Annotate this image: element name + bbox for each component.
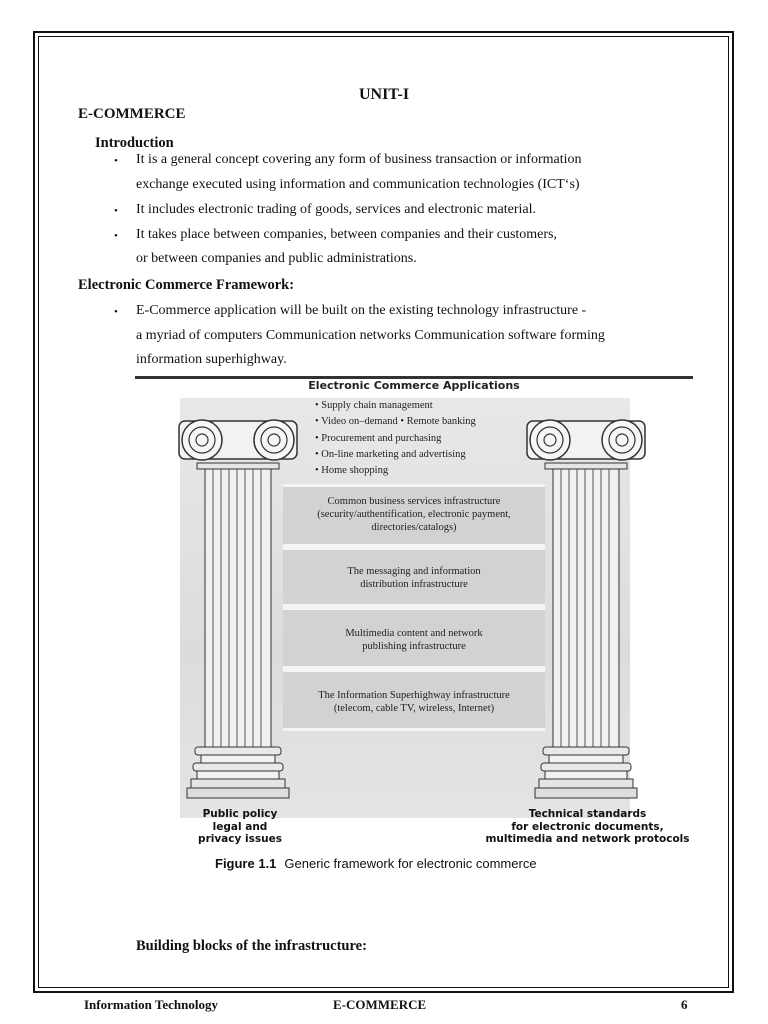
bullet-marker: •: [114, 205, 118, 217]
framework-figure: [135, 376, 695, 876]
layer-messaging-distribution: [283, 547, 545, 607]
framework-heading: Electronic Commerce Framework:: [78, 277, 295, 293]
footer-center: E-COMMERCE: [333, 997, 427, 1012]
pillar-label-line: multimedia and network protocols: [485, 833, 690, 845]
layer-line: (security/authentification, electronic payment,: [317, 509, 511, 520]
layer-information-superhighway: [283, 669, 545, 731]
list-item-line: It takes place between companies, between companies and their customers,: [136, 227, 558, 242]
pillar-label-line: Public policy: [202, 808, 278, 820]
figure-caption: [215, 856, 537, 871]
pillar-label-line: privacy issues: [198, 833, 282, 845]
layer-line: publishing infrastructure: [362, 641, 466, 652]
bullet-marker: •: [114, 230, 118, 242]
list-item-line: It includes electronic trading of goods, services and electronic material.: [136, 202, 537, 217]
list-item-line: or between companies and public administrations.: [136, 251, 417, 266]
pillar-label-line: legal and: [212, 820, 268, 833]
list-item: • Video on–demand • Remote banking: [315, 416, 476, 428]
list-item-line: exchange executed using information and communication technologies (ICT‘s): [136, 177, 580, 192]
introduction-heading: Introduction: [95, 135, 174, 151]
layer-line: (telecom, cable TV, wireless, Internet): [333, 703, 495, 714]
unit-title: UNIT-I: [358, 86, 410, 103]
bullet-marker: •: [114, 306, 118, 318]
pillar-label-line: Technical standards: [528, 808, 647, 820]
layer-line: Common business services infrastructure: [327, 496, 501, 507]
layer-line: distribution infrastructure: [360, 579, 468, 590]
layer-common-business-services: [283, 484, 545, 547]
building-blocks-heading: Building blocks of the infrastructure:: [136, 938, 367, 954]
list-item-line: a myriad of computers Communication networks Communication software forming: [136, 328, 605, 343]
list-item: • On-line marketing and advertising: [315, 448, 466, 460]
right-pillar-label: [485, 808, 690, 846]
figure-caption-label: Figure 1.1: [215, 856, 277, 871]
list-item-line: It is a general concept covering any form of business transaction or information: [136, 152, 582, 167]
apps-list: [315, 398, 476, 479]
left-pillar-label: [195, 808, 285, 846]
apps-title: Electronic Commerce Applications: [308, 379, 520, 392]
layer-multimedia-publishing: [283, 607, 545, 669]
layer-line: Multimedia content and network: [345, 628, 483, 639]
footer-left: Information Technology: [84, 997, 218, 1012]
subject-heading: E-COMMERCE: [78, 106, 186, 122]
layer-line: The Information Superhighway infrastructure: [318, 690, 510, 701]
page-number: 6: [681, 997, 688, 1012]
list-item: • Home shopping: [315, 465, 389, 477]
list-item-line: information superhighway.: [136, 352, 287, 367]
layer-line: The messaging and information: [347, 566, 481, 577]
list-item: • Supply chain management: [315, 400, 433, 411]
pillar-label-line: for electronic documents,: [511, 820, 664, 833]
bullet-marker: •: [114, 155, 118, 167]
list-item-line: E-Commerce application will be built on the existing technology infrastructure -: [136, 303, 587, 318]
figure-caption-text: Generic framework for electronic commerce: [284, 856, 537, 871]
layer-line: directories/catalogs): [371, 522, 457, 533]
list-item: • Procurement and purchasing: [315, 432, 442, 444]
